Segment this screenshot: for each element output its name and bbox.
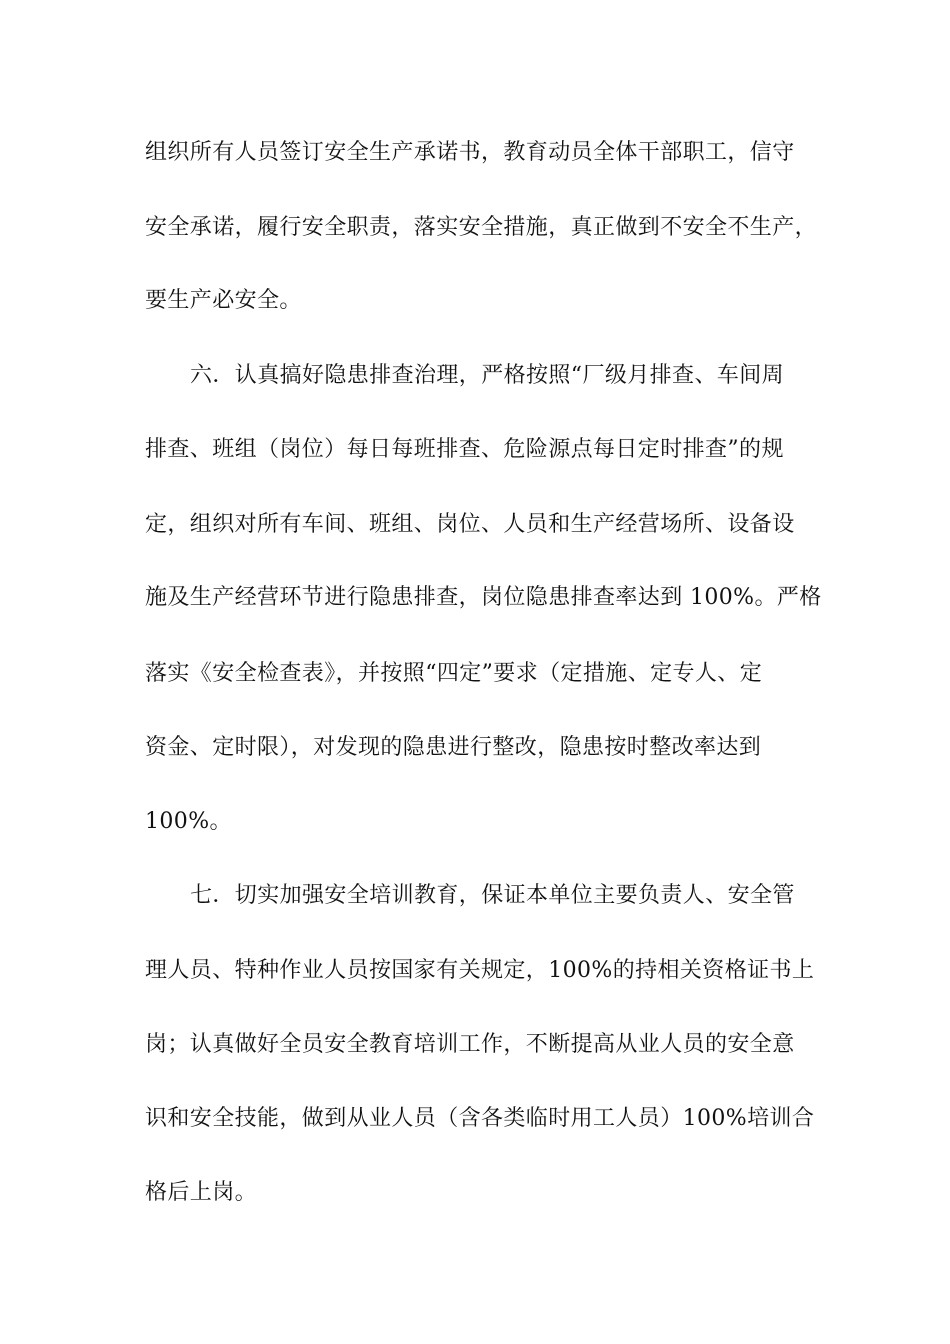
paragraph-6-line-6: 资金、定时限），对发现的隐患进行整改，隐患按时整改率达到 xyxy=(145,735,762,760)
paragraph-6-line-5: 落实《安全检查表》，并按照“四定”要求（定措施、定专人、定 xyxy=(145,661,763,686)
paragraph-7-line-5: 格后上岗。 xyxy=(145,1180,258,1205)
paragraph-7-line-3: 岗；认真做好全员安全教育培训工作，不断提高从业人员的安全意 xyxy=(145,1032,795,1057)
paragraph-6-line-4: 施及生产经营环节进行隐患排查，岗位隐患排查率达到 100%。严格 xyxy=(145,585,822,610)
paragraph-6-line-7: 100%。 xyxy=(145,809,232,834)
paragraph-6-line-1: 六．认真搞好隐患排查治理，严格按照“厂级月排查、车间周 xyxy=(190,363,785,388)
paragraph-6-line-2: 排查、班组（岗位）每日每班排查、危险源点每日定时排查”的规 xyxy=(145,437,784,462)
paragraph-6-line-3: 定，组织对所有车间、班组、岗位、人员和生产经营场所、设备设 xyxy=(145,512,795,537)
text-line-2: 安全承诺，履行安全职责，落实安全措施，真正做到不安全不生产， xyxy=(145,215,818,240)
text-line-3: 要生产必安全。 xyxy=(145,288,302,313)
paragraph-7-line-2: 理人员、特种作业人员按国家有关规定，100%的持相关资格证书上 xyxy=(145,958,815,983)
paragraph-7-line-4: 识和安全技能，做到从业人员（含各类临时用工人员）100%培训合 xyxy=(145,1106,815,1131)
text-line-1: 组织所有人员签订安全生产承诺书，教育动员全体干部职工，信守 xyxy=(145,140,795,165)
paragraph-7-line-1: 七．切实加强安全培训教育，保证本单位主要负责人、安全管 xyxy=(190,883,795,908)
